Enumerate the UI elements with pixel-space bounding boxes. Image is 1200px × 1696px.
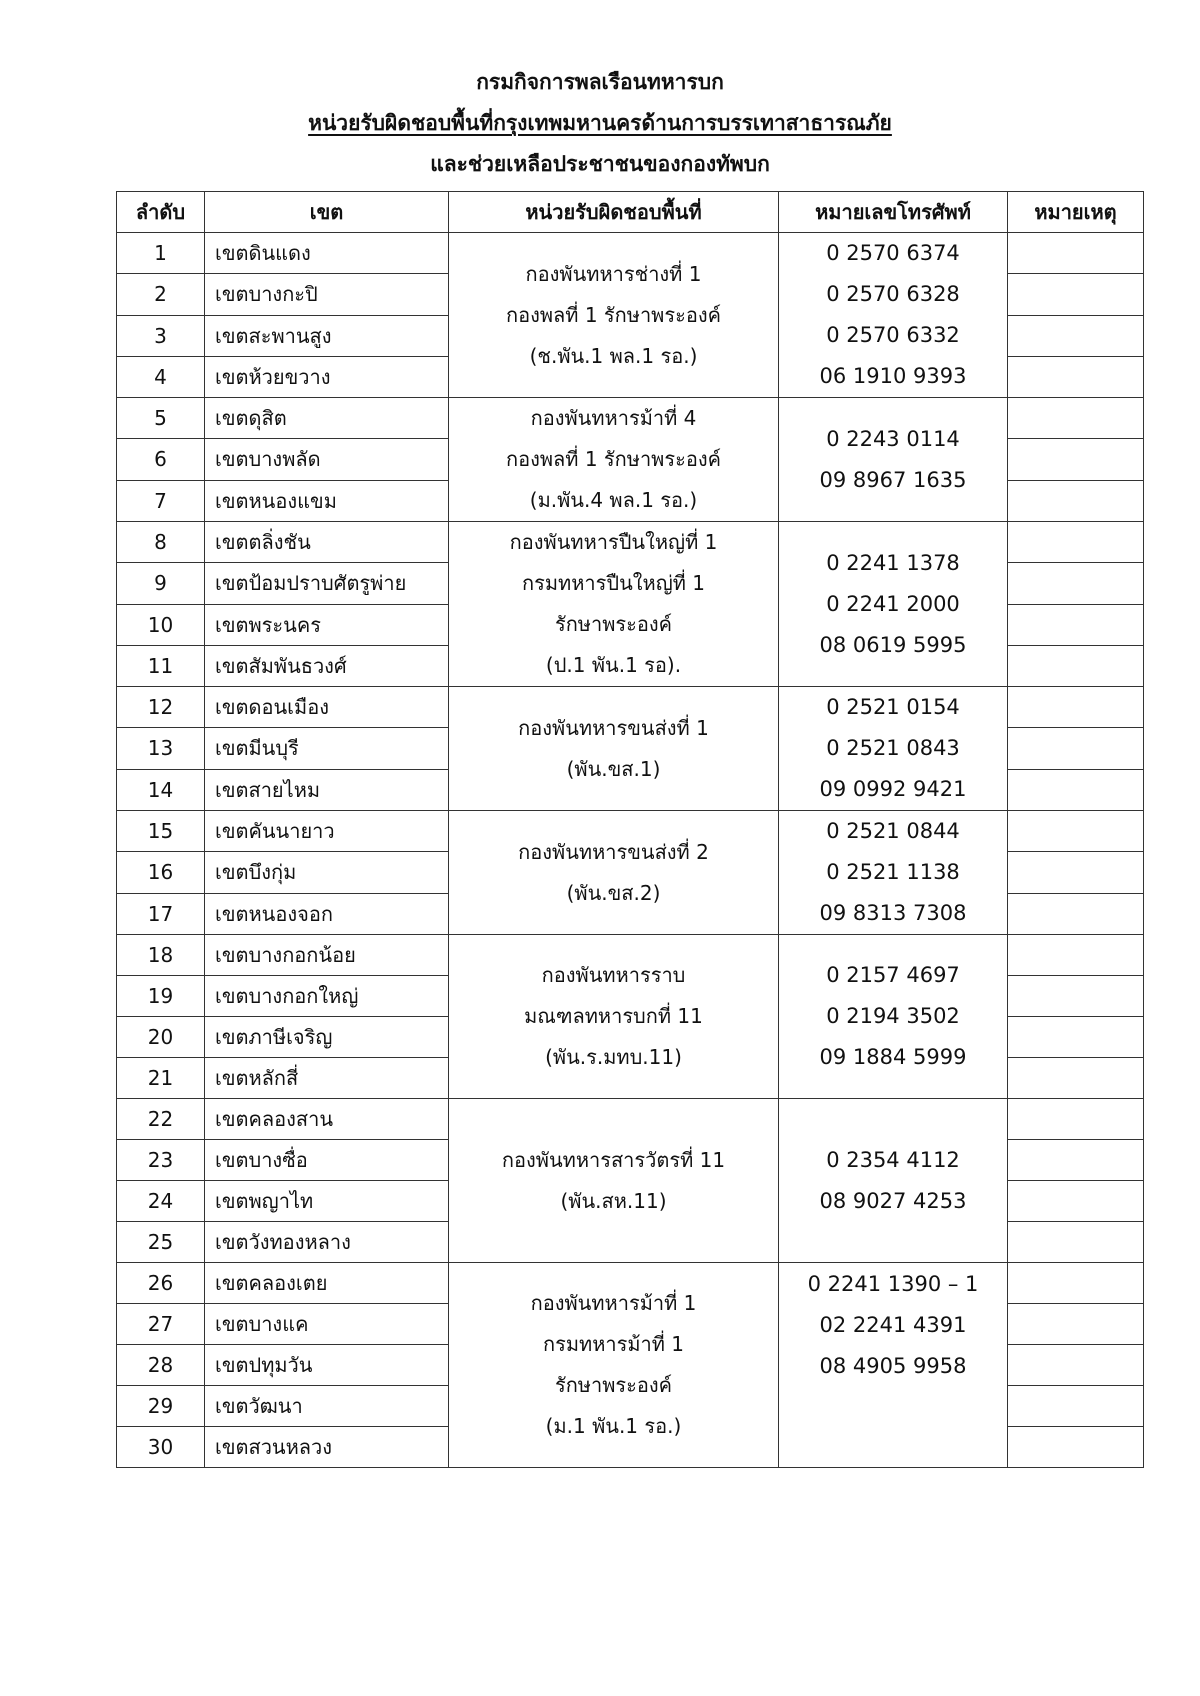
unit-line: (พัน.ร.มทบ.11): [545, 1045, 682, 1069]
table-row: [117, 935, 1144, 976]
header-note: หมายเหตุ: [1008, 192, 1144, 233]
phone-numbers: [779, 398, 1008, 522]
unit-line: (พัน.สห.11): [560, 1188, 667, 1213]
district-name: เขตปทุมวัน: [205, 1345, 449, 1386]
note-cell: [1008, 769, 1144, 810]
note-cell: [1008, 1263, 1144, 1304]
phone-number: 09 1884 5999: [819, 1045, 967, 1069]
row-number: 17: [117, 893, 205, 934]
row-number: 10: [117, 604, 205, 645]
header-unit: หน่วยรับผิดชอบพื้นที่: [449, 192, 779, 233]
table-row: [117, 522, 1144, 563]
responsibility-table: [116, 191, 1144, 1468]
district-name: เขตดอนเมือง: [205, 687, 449, 728]
unit-line: กองพันทหารขนส่งที่ 1: [518, 715, 709, 740]
note-cell: [1008, 1345, 1144, 1386]
district-name: เขตคลองสาน: [205, 1099, 449, 1140]
note-cell: [1008, 233, 1144, 274]
unit-line: (พัน.ขส.2): [566, 880, 661, 905]
note-cell: [1008, 811, 1144, 852]
unit-line: กองพันทหารปืนใหญ่ที่ 1: [509, 530, 718, 554]
district-name: เขตตลิ่งชัน: [205, 522, 449, 563]
note-cell: [1008, 852, 1144, 893]
responsible-unit: [449, 1099, 779, 1263]
document-title-line-2: หน่วยรับผิดชอบพื้นที่กรุงเทพมหานครด้านการบรรเทาสาธารณภัย: [308, 111, 892, 135]
phone-number: 09 8313 7308: [819, 901, 967, 925]
unit-line: รักษาพระองค์: [554, 1373, 673, 1397]
district-name: เขตสัมพันธวงศ์: [205, 645, 449, 686]
note-cell: [1008, 1058, 1144, 1099]
row-number: 1: [117, 233, 205, 274]
phone-numbers: [779, 233, 1008, 398]
phone-numbers: [779, 522, 1008, 687]
row-number: 29: [117, 1386, 205, 1427]
unit-line: กองพันทหารช่างที่ 1: [525, 261, 702, 286]
row-number: 28: [117, 1345, 205, 1386]
note-cell: [1008, 398, 1144, 439]
responsible-unit: [449, 398, 779, 522]
table-row: [117, 687, 1144, 728]
row-number: 21: [117, 1058, 205, 1099]
district-name: เขตภาษีเจริญ: [205, 1017, 449, 1058]
responsible-unit: [449, 233, 779, 398]
note-cell: [1008, 1427, 1144, 1468]
phone-number: 0 2241 1378: [826, 550, 960, 575]
row-number: 7: [117, 480, 205, 521]
responsible-unit: [449, 811, 779, 935]
district-name: เขตมีนบุรี: [205, 728, 449, 769]
note-cell: [1008, 893, 1144, 934]
row-number: 4: [117, 356, 205, 397]
unit-line: กองพันทหารม้าที่ 1: [530, 1291, 697, 1315]
district-name: เขตบางพลัด: [205, 439, 449, 480]
header-phone: หมายเลขโทรศัพท์: [779, 192, 1008, 233]
district-name: เขตหนองจอก: [205, 893, 449, 934]
phone-number: 09 8967 1635: [819, 467, 967, 492]
row-number: 9: [117, 563, 205, 604]
district-name: เขตบางแค: [205, 1304, 449, 1345]
district-name: เขตบางกะปิ: [205, 274, 449, 315]
unit-line: กองพันทหารราบ: [541, 963, 686, 987]
row-number: 27: [117, 1304, 205, 1345]
district-name: เขตบางซื่อ: [205, 1140, 449, 1181]
phone-number: 0 2241 2000: [826, 591, 960, 616]
phone-number: 0 2570 6374: [826, 241, 960, 265]
district-name: เขตบางกอกใหญ่: [205, 976, 449, 1017]
phone-number: 0 2157 4697: [826, 963, 960, 987]
phone-number: 0 2241 1390 – 1: [807, 1272, 979, 1296]
unit-line: (พัน.ขส.1): [566, 756, 661, 781]
note-cell: [1008, 645, 1144, 686]
district-name: เขตดุสิต: [205, 398, 449, 439]
district-name: เขตป้อมปราบศัตรูพ่าย: [205, 563, 449, 604]
district-name: เขตคลองเตย: [205, 1263, 449, 1304]
note-cell: [1008, 439, 1144, 480]
note-cell: [1008, 356, 1144, 397]
responsible-unit: [449, 522, 779, 687]
table-row: [117, 1099, 1144, 1140]
unit-line: (ป.1 พัน.1 รอ).: [545, 653, 682, 677]
phone-number: 0 2354 4112: [826, 1147, 960, 1172]
header-district: เขต: [205, 192, 449, 233]
table-row: [117, 1263, 1144, 1304]
table-row: [117, 233, 1144, 274]
row-number: 12: [117, 687, 205, 728]
table-row: [117, 398, 1144, 439]
row-number: 16: [117, 852, 205, 893]
phone-number: 09 0992 9421: [819, 777, 967, 801]
phone-numbers: [779, 1099, 1008, 1263]
phone-number: 06 1910 9393: [819, 364, 967, 388]
row-number: 26: [117, 1263, 205, 1304]
district-name: เขตคันนายาว: [205, 811, 449, 852]
district-name: เขตสายไหม: [205, 769, 449, 810]
phone-number: 0 2570 6328: [826, 282, 960, 306]
unit-line: (ม.พัน.4 พล.1 รอ.): [529, 488, 698, 512]
note-cell: [1008, 1140, 1144, 1181]
unit-line: รักษาพระองค์: [554, 612, 673, 636]
note-cell: [1008, 1099, 1144, 1140]
district-name: เขตพระนคร: [205, 604, 449, 645]
district-name: เขตดินแดง: [205, 233, 449, 274]
phone-numbers: [779, 811, 1008, 935]
district-name: เขตพญาไท: [205, 1181, 449, 1222]
unit-line: (ม.1 พัน.1 รอ.): [545, 1414, 682, 1438]
phone-number: 0 2521 0843: [826, 736, 960, 760]
district-name: เขตบางกอกน้อย: [205, 935, 449, 976]
district-name: เขตหลักสี่: [205, 1058, 449, 1099]
unit-line: กองพันทหารม้าที่ 4: [530, 406, 697, 430]
unit-line: มณฑลทหารบกที่ 11: [524, 1004, 703, 1028]
table-row: [117, 811, 1144, 852]
unit-line: กองพันทหารสารวัตรที่ 11: [501, 1147, 726, 1172]
note-cell: [1008, 1181, 1144, 1222]
document-title-line-3: และช่วยเหลือประชาชนของกองทัพบก: [430, 152, 770, 176]
phone-number: 0 2570 6332: [826, 323, 960, 347]
row-number: 25: [117, 1222, 205, 1263]
row-number: 23: [117, 1140, 205, 1181]
district-name: เขตสะพานสูง: [205, 315, 449, 356]
note-cell: [1008, 1222, 1144, 1263]
phone-number: 0 2521 1138: [826, 860, 960, 884]
note-cell: [1008, 480, 1144, 521]
note-cell: [1008, 1017, 1144, 1058]
row-number: 15: [117, 811, 205, 852]
row-number: 5: [117, 398, 205, 439]
phone-number: 08 4905 9958: [819, 1354, 967, 1378]
table-header-row: [117, 192, 1144, 233]
note-cell: [1008, 315, 1144, 356]
row-number: 18: [117, 935, 205, 976]
row-number: 22: [117, 1099, 205, 1140]
phone-numbers: [779, 1263, 1008, 1468]
note-cell: [1008, 935, 1144, 976]
phone-numbers: [779, 687, 1008, 811]
phone-number: 0 2521 0154: [826, 695, 960, 719]
responsible-unit: [449, 1263, 779, 1468]
phone-number: 02 2241 4391: [819, 1313, 967, 1337]
row-number: 14: [117, 769, 205, 810]
row-number: 11: [117, 645, 205, 686]
note-cell: [1008, 728, 1144, 769]
unit-line: กองพันทหารขนส่งที่ 2: [518, 839, 709, 864]
document-title-line-1: กรมกิจการพลเรือนทหารบก: [476, 70, 724, 94]
responsible-unit: [449, 935, 779, 1099]
phone-numbers: [779, 935, 1008, 1099]
table-body: [117, 233, 1144, 1468]
unit-line: (ช.พัน.1 พล.1 รอ.): [529, 343, 698, 368]
phone-number: 0 2243 0114: [826, 426, 960, 451]
header-no: ลำดับ: [117, 192, 205, 233]
note-cell: [1008, 1304, 1144, 1345]
row-number: 20: [117, 1017, 205, 1058]
note-cell: [1008, 976, 1144, 1017]
row-number: 19: [117, 976, 205, 1017]
phone-number: 0 2521 0844: [826, 819, 960, 843]
row-number: 30: [117, 1427, 205, 1468]
row-number: 24: [117, 1181, 205, 1222]
row-number: 13: [117, 728, 205, 769]
note-cell: [1008, 274, 1144, 315]
phone-number: 0 2194 3502: [826, 1004, 960, 1028]
unit-line: กรมทหารปืนใหญ่ที่ 1: [522, 571, 705, 595]
district-name: เขตบึงกุ่ม: [205, 852, 449, 893]
document-header: [0, 62, 1200, 185]
note-cell: [1008, 563, 1144, 604]
phone-number: 08 0619 5995: [819, 632, 967, 657]
note-cell: [1008, 1386, 1144, 1427]
row-number: 2: [117, 274, 205, 315]
district-name: เขตสวนหลวง: [205, 1427, 449, 1468]
unit-line: กรมทหารม้าที่ 1: [542, 1332, 685, 1356]
unit-line: กองพลที่ 1 รักษาพระองค์: [505, 447, 722, 471]
note-cell: [1008, 522, 1144, 563]
row-number: 3: [117, 315, 205, 356]
row-number: 8: [117, 522, 205, 563]
district-name: เขตวังทองหลาง: [205, 1222, 449, 1263]
unit-line: กองพลที่ 1 รักษาพระองค์: [505, 302, 722, 327]
district-name: เขตวัฒนา: [205, 1386, 449, 1427]
district-name: เขตห้วยขวาง: [205, 356, 449, 397]
row-number: 6: [117, 439, 205, 480]
note-cell: [1008, 687, 1144, 728]
district-name: เขตหนองแขม: [205, 480, 449, 521]
responsible-unit: [449, 687, 779, 811]
note-cell: [1008, 604, 1144, 645]
phone-number: 08 9027 4253: [819, 1188, 967, 1213]
